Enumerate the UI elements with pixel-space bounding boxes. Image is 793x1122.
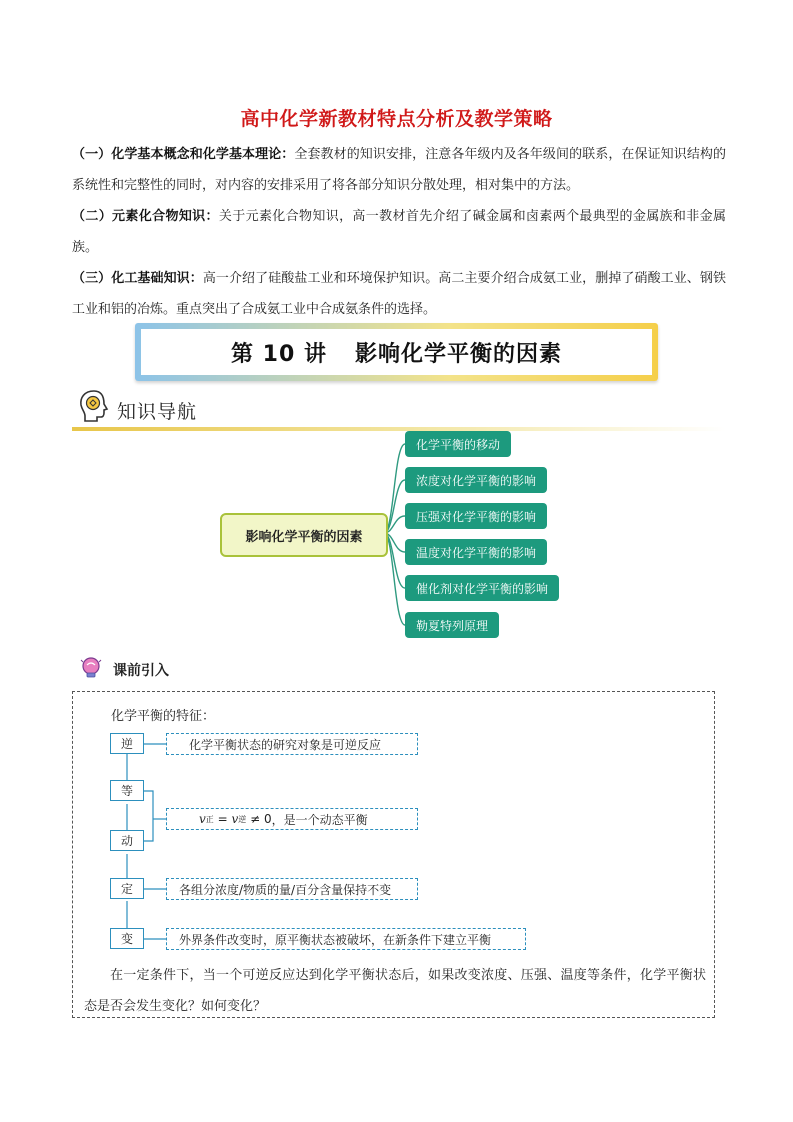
paragraph-label: （三）化工基础知识：: [72, 271, 203, 286]
mindmap-branch-temperature: 温度对化学平衡的影响: [405, 539, 547, 565]
zero-value: 0: [264, 812, 272, 826]
rate-symbol: v: [231, 812, 239, 826]
paragraph-text: 关于元素化合物知识，高一教材首先介绍了碱金属和卤素两个最典型的金属族和非金属族。: [72, 209, 726, 255]
feature-key-dynamic: 动: [110, 830, 144, 851]
section-title-knowledge-nav: 知识导航: [117, 401, 198, 423]
paragraph-concepts: [72, 139, 726, 201]
intro-question: 在一定条件下，当一个可逆反应达到化学平衡状态后，如果改变浓度、压强、温度等条件，化学平衡状态是否会发生变化？如何变化？: [84, 968, 706, 1014]
feature-desc-fixed: 各组分浓度/物质的量/百分含量保持不变: [166, 878, 418, 900]
lightbulb-icon: [78, 655, 104, 681]
section-underline: [72, 427, 726, 431]
feature-desc-reversible: 化学平衡状态的研究对象是可逆反应: [166, 733, 418, 755]
paragraph-industry: [72, 263, 726, 325]
rate-symbol: v: [199, 812, 206, 826]
mindmap-branch-catalyst: 催化剂对化学平衡的影响: [405, 575, 559, 601]
features-label: 化学平衡的特征：: [111, 709, 216, 724]
feature-key-fixed: 定: [110, 878, 144, 899]
lesson-name: 影响化学平衡的因素: [354, 341, 562, 367]
paragraph-text: 全套教材的知识安排，注意各年级内及各年级间的联系，在保证知识结构的系统性和完整性的同时，对内容的安排采用了将各部分知识分散处理，相对集中的方法。: [72, 147, 726, 193]
not-equal-sign: ≠: [250, 812, 261, 826]
feature-desc-change: 外界条件改变时，原平衡状态被破坏，在新条件下建立平衡: [166, 928, 526, 950]
mindmap-branch-equilibrium-shift: 化学平衡的移动: [405, 431, 511, 457]
mindmap-branch-le-chatelier: 勒夏特列原理: [405, 612, 499, 638]
feature-key-change: 变: [110, 928, 144, 949]
lesson-banner: [141, 329, 652, 375]
section-title-intro: 课前引入: [113, 663, 169, 679]
lesson-number: 第 10 讲: [231, 341, 327, 367]
paragraph-label: （一）化学基本概念和化学基本理论：: [72, 147, 295, 162]
mindmap-branch-concentration: 浓度对化学平衡的影响: [405, 467, 547, 493]
feature-key-reversible: 逆: [110, 733, 144, 754]
paragraph-text: 高一介绍了硅酸盐工业和环境保护知识。高二主要介绍合成氨工业，删掉了硝酸工业、钢铁工业和铝的冶炼。重点突出了合成氨工业中合成氨条件的选择。: [72, 271, 726, 317]
feature-key-equal: 等: [110, 780, 144, 801]
equals-sign: =: [217, 812, 228, 826]
mindmap-center-node: 影响化学平衡的因素: [220, 513, 388, 557]
lightbulb-head-icon: [74, 386, 114, 426]
paragraph-elements: [72, 201, 726, 263]
paragraph-label: （二）元素化合物知识：: [72, 209, 219, 224]
rate-reverse-subscript: 逆: [238, 814, 247, 824]
page-title: 高中化学新教材特点分析及教学策略: [240, 108, 553, 130]
rate-forward-subscript: 正: [205, 814, 214, 824]
mindmap-branch-pressure: 压强对化学平衡的影响: [405, 503, 547, 529]
dynamic-equilibrium-text: ，是一个动态平衡: [271, 812, 368, 827]
feature-desc-equal-dynamic: [166, 808, 418, 830]
